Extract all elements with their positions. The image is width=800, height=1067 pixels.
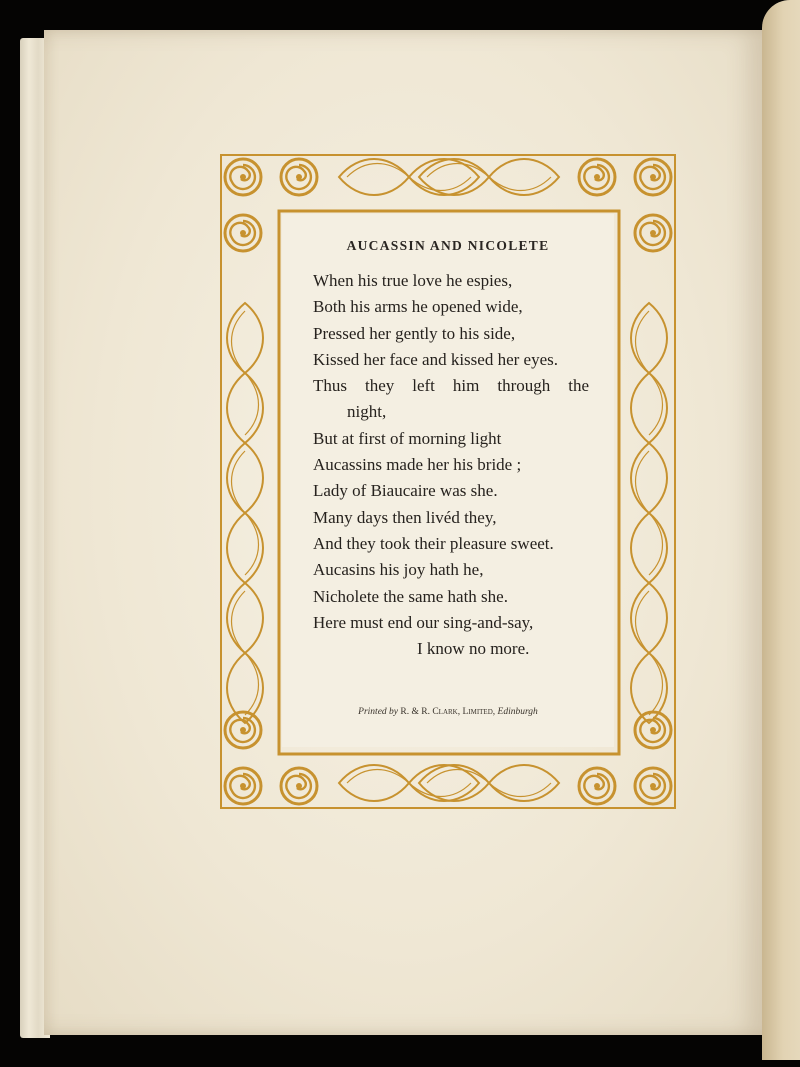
poem-line: Kissed her face and kissed her eyes. — [313, 349, 558, 369]
text-panel — [282, 214, 614, 747]
poem-line: But at first of morning light — [313, 428, 502, 448]
poem-line: And they took their pleasure sweet. — [313, 533, 554, 553]
poem-title: AUCASSIN AND NICOLETE — [346, 238, 550, 253]
colophon-place: Edinburgh — [497, 707, 538, 717]
poem-line: Thus they left him through the — [313, 376, 589, 396]
poem-line: Aucassins made her his bride ; — [313, 455, 522, 475]
poem-line: Aucasins his joy hath he, — [313, 560, 484, 580]
poem-line: night, — [347, 402, 387, 422]
printer-colophon — [282, 707, 614, 717]
poem-line: Here must end our sing-and-say, — [313, 612, 534, 632]
poem-line: Both his arms he opened wide, — [313, 297, 523, 317]
facing-page-edge — [762, 0, 800, 1060]
poem-line: When his true love he espies, — [313, 271, 513, 290]
poem-line: I know no more. — [417, 639, 530, 659]
poem-body — [313, 268, 593, 662]
poem-line: Many days then livéd they, — [313, 507, 497, 527]
poem-line: Lady of Biaucaire was she. — [313, 481, 498, 501]
poem-line: Pressed her gently to his side, — [313, 323, 516, 343]
colophon-printer: R. & R. Clark, Limited, — [400, 707, 496, 717]
colophon-printed-by: Printed by — [358, 707, 399, 717]
poem-line: Nicholete the same hath she. — [313, 586, 508, 606]
